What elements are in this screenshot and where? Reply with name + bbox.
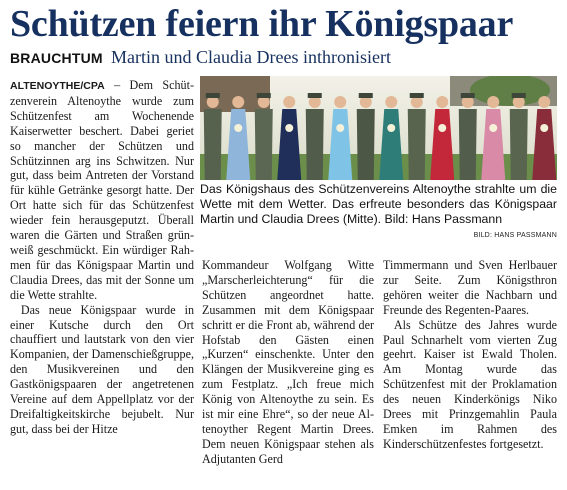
person-hat	[410, 93, 424, 98]
article-column-2	[202, 258, 374, 467]
person-hat	[206, 93, 220, 98]
dateline: ALTENOYTHE/CPA	[10, 80, 105, 92]
flower-bouquet	[285, 124, 293, 132]
subheadline: Martin und Claudia Drees inthronisiert	[111, 47, 391, 67]
person-body	[357, 109, 375, 180]
article-column-3	[383, 258, 557, 452]
group-photo-illustration	[200, 76, 557, 180]
person-hat	[359, 93, 373, 98]
photo-credit: BILD: HANS PASSMANN	[473, 232, 557, 239]
photo-caption: Das Königshaus des Schützenvereins Altenoythe strahlte um die Wette mit dem Wetter. Das erfreute besonders das Königspaar Martin und Claudia Drees (Mitte). Bild: Hans Passmann	[200, 182, 557, 226]
subheadline-row	[10, 46, 391, 69]
flower-bouquet	[438, 124, 446, 132]
person-head	[232, 96, 244, 108]
person-head	[487, 96, 499, 108]
paragraph	[10, 78, 194, 303]
person-body	[510, 109, 528, 180]
paragraph: Als Schütze des Jahres wurde Paul Schnarhelt vom vierten Zug geehrt. Kaiser ist Ewald Tholen. Am Montag wurde das Schützenfest mit der Proklamation des neuen Kinderkönigs Niko Drees mit Prinzgemahlin Paula Emken im Rahmen des Kinderschützenfestes fortgesetzt.	[383, 317, 557, 451]
flower-bouquet	[387, 124, 395, 132]
paragraph: Timmermann und Sven Herlbauer zur Seite. Zum Königsthron gehören weiter die Nachbarn und Freunde des Regenten-Paares.	[383, 258, 557, 317]
paragraph: Das neue Königspaar wurde in einer Kutsche durch den Ort chauffiert und lautstark von den vier Kompanien, der Damenschießgruppe, den Musikvereinen und den Gastkönigspaaren der angetretenen Vereine auf dem Appellplatz vor der Dreifaltigkeitskirche bejubelt. Nur gut, dass bei der Hitze	[10, 302, 194, 436]
person-body	[255, 109, 273, 180]
person-body	[306, 109, 324, 180]
person-hat	[461, 93, 475, 98]
person-head	[283, 96, 295, 108]
person-head	[385, 96, 397, 108]
headline: Schützen feiern ihr Königspaar	[10, 3, 514, 45]
person-hat	[308, 93, 322, 98]
article-column-1	[10, 78, 194, 437]
paragraph-text: – Dem Schützenverein Altenoythe wurde zum Schützenfest am Wochenende Kaiserwetter beschert. Dabei geriet so mancher der Schützen und Schützinnen arg ins Schwitzen. Nur gut, dass beim Antreten der Vorstand für kühle Getränke gesorgt hatte. Der Ort hatte sich für das Schützenfest wieder fein herausgeputzt. Überall waren die Gärten und Straßen grün-weiß geschmückt. Ein würdiger Rahmen für das Königspaar Martin und Claudia Drees, das mit der Sonne um die Wette strahlte.	[10, 78, 194, 302]
news-photo	[200, 76, 557, 180]
person-body	[408, 109, 426, 180]
flower-bouquet	[489, 124, 497, 132]
person-head	[436, 96, 448, 108]
person-head	[538, 96, 550, 108]
flower-bouquet	[336, 124, 344, 132]
person-body	[459, 109, 477, 180]
person-hat	[257, 93, 271, 98]
person-hat	[512, 93, 526, 98]
person-head	[334, 96, 346, 108]
kicker: BRAUCHTUM	[10, 50, 103, 66]
flower-bouquet	[234, 124, 242, 132]
paragraph: Kommandeur Wolfgang Witte „Marscherleichterung“ für die Schützen angeordnet hatte. Zusammen mit dem Königspaar schritt er die Front ab, während der Hofstab den Gästen einen „Kurzen“ einschenkte. Unter den Klängen der Musikvereine ging es zum Festplatz. „Ich freue mich König von Altenoythe zu sein. Es ist mir eine Ehre“, so der neue Altenoyther Regent Martin Drees. Dem neuen Königspaar stehen als Adjutanten Gerd	[202, 258, 374, 466]
person-body	[204, 109, 222, 180]
flower-bouquet	[540, 124, 548, 132]
